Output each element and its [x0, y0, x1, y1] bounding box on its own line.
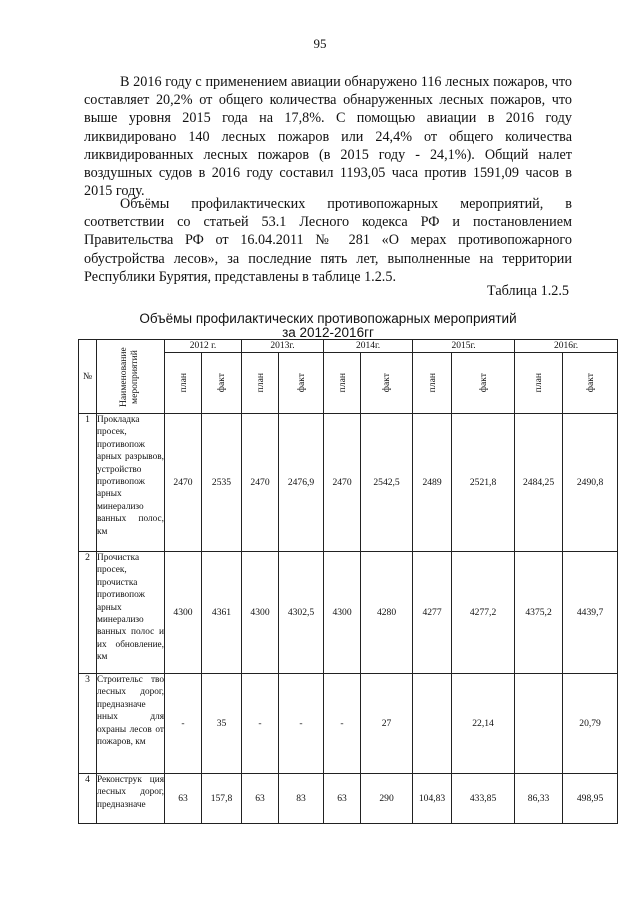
year-header-2016: 2016г. — [515, 340, 618, 353]
plan-header-text: план — [533, 373, 545, 393]
row-number: 2 — [79, 552, 97, 674]
table-row — [79, 414, 618, 552]
cell-2015-fact: 2521,8 — [452, 414, 515, 552]
measure-name: Прокладка просек, противопож арных разрывов, устройство противопож арных минерализо ванных полос, км — [97, 414, 165, 552]
cell-2014-fact: 290 — [361, 774, 413, 824]
cell-2014-plan: 2470 — [324, 414, 361, 552]
table-title-line-1: Объёмы профилактических противопожарных мероприятий — [139, 311, 517, 326]
table-label: Таблица 1.2.5 — [487, 283, 569, 299]
fact-header-text: факт — [584, 373, 596, 393]
cell-2016-plan — [515, 674, 563, 774]
paragraph-2-text: Объёмы профилактических противопожарных мероприятий, в соответствии со статьей 53.1 Лесного кодекса РФ и постановлением Правительства РФ от 16.04.2011 № 281 «О мерах противопожарного обустройства лесов», за последние пять лет, выполненные на территории Республики Бурятия, представлены в таблице 1.2.5. — [84, 196, 572, 285]
cell-2016-fact: 4439,7 — [563, 552, 618, 674]
paragraph-prevention — [84, 195, 572, 286]
plan-header-2013 — [242, 353, 279, 414]
cell-2014-fact: 27 — [361, 674, 413, 774]
cell-2013-plan: 63 — [242, 774, 279, 824]
plan-header-text: план — [426, 373, 438, 393]
cell-2014-plan: 63 — [324, 774, 361, 824]
table-title-line-2: за 2012-2016гг — [282, 325, 374, 340]
fact-header-2014 — [361, 353, 413, 414]
table-row — [79, 674, 618, 774]
cell-2013-fact: - — [279, 674, 324, 774]
column-header-name — [97, 340, 165, 414]
cell-2013-fact: 2476,9 — [279, 414, 324, 552]
cell-2012-plan: 63 — [165, 774, 202, 824]
paragraph-aviation — [84, 73, 572, 200]
fact-header-2015 — [452, 353, 515, 414]
prevention-measures-table — [78, 339, 618, 824]
cell-2016-fact: 498,95 — [563, 774, 618, 824]
cell-2012-fact: 157,8 — [202, 774, 242, 824]
fact-header-text: факт — [295, 373, 307, 393]
fact-header-2012 — [202, 353, 242, 414]
cell-2015-plan — [413, 674, 452, 774]
year-header-2014: 2014г. — [324, 340, 413, 353]
cell-2015-plan: 2489 — [413, 414, 452, 552]
cell-2012-plan: 4300 — [165, 552, 202, 674]
cell-2012-plan: 2470 — [165, 414, 202, 552]
cell-2013-fact: 83 — [279, 774, 324, 824]
table-row — [79, 774, 618, 824]
cell-2013-plan: 2470 — [242, 414, 279, 552]
year-header-2012: 2012 г. — [165, 340, 242, 353]
row-number: 4 — [79, 774, 97, 824]
measure-name: Реконструк ция лесных дорог, предназначе — [97, 774, 165, 824]
plan-header-2014 — [324, 353, 361, 414]
cell-2013-plan: 4300 — [242, 552, 279, 674]
measure-name: Прочистка просек, прочистка противопож арных минерализо ванных полос и их обновление, км — [97, 552, 165, 674]
plan-header-text: план — [254, 373, 266, 393]
cell-2014-plan: 4300 — [324, 552, 361, 674]
plan-header-text: план — [177, 373, 189, 393]
cell-2013-plan: - — [242, 674, 279, 774]
cell-2015-fact: 22,14 — [452, 674, 515, 774]
cell-2015-fact: 433,85 — [452, 774, 515, 824]
fact-header-text: факт — [216, 373, 227, 393]
plan-header-2016 — [515, 353, 563, 414]
plan-header-text: план — [336, 373, 348, 393]
fact-header-text: факт — [381, 373, 393, 393]
cell-2015-fact: 4277,2 — [452, 552, 515, 674]
cell-2016-plan: 4375,2 — [515, 552, 563, 674]
row-number: 3 — [79, 674, 97, 774]
cell-2015-plan: 104,83 — [413, 774, 452, 824]
cell-2012-plan: - — [165, 674, 202, 774]
row-number: 1 — [79, 414, 97, 552]
cell-2014-fact: 2542,5 — [361, 414, 413, 552]
column-header-number: № — [79, 340, 97, 414]
table-title — [84, 312, 572, 340]
year-header-2013: 2013г. — [242, 340, 324, 353]
cell-2015-plan: 4277 — [413, 552, 452, 674]
table-row — [79, 552, 618, 674]
page-number: 95 — [313, 36, 327, 51]
fact-header-2013 — [279, 353, 324, 414]
cell-2012-fact: 4361 — [202, 552, 242, 674]
cell-2016-fact: 20,79 — [563, 674, 618, 774]
cell-2016-fact: 2490,8 — [563, 414, 618, 552]
cell-2014-plan: - — [324, 674, 361, 774]
paragraph-1-text: В 2016 году с применением авиации обнаружено 116 лесных пожаров, что составляет 20,2% от общего количества обнаруженных лесных пожаров, что выше уровня 2015 года на 17,8%. С помощью авиации в 2016 году ликвидировано 140 лесных пожаров или 24,4% от общего количества ликвидированных лесных пожаров (в 2015 году - 24,1%). Общий налет воздушных судов в 2016 году составил 1193,05 часа против 1591,09 часов в 2015 году. — [84, 74, 572, 200]
plan-header-2015 — [413, 353, 452, 414]
fact-header-2016 — [563, 353, 618, 414]
cell-2016-plan: 86,33 — [515, 774, 563, 824]
cell-2016-plan: 2484,25 — [515, 414, 563, 552]
measure-name: Строительс тво лесных дорог, предназначе нных для охраны лесов от пожаров, км — [97, 674, 165, 774]
cell-2014-fact: 4280 — [361, 552, 413, 674]
cell-2012-fact: 2535 — [202, 414, 242, 552]
cell-2012-fact: 35 — [202, 674, 242, 774]
cell-2013-fact: 4302,5 — [279, 552, 324, 674]
plan-header-2012 — [165, 353, 202, 414]
year-header-2015: 2015г. — [413, 340, 515, 353]
column-header-name-text: Наименование мероприятий — [117, 346, 140, 407]
fact-header-text: факт — [477, 373, 489, 393]
